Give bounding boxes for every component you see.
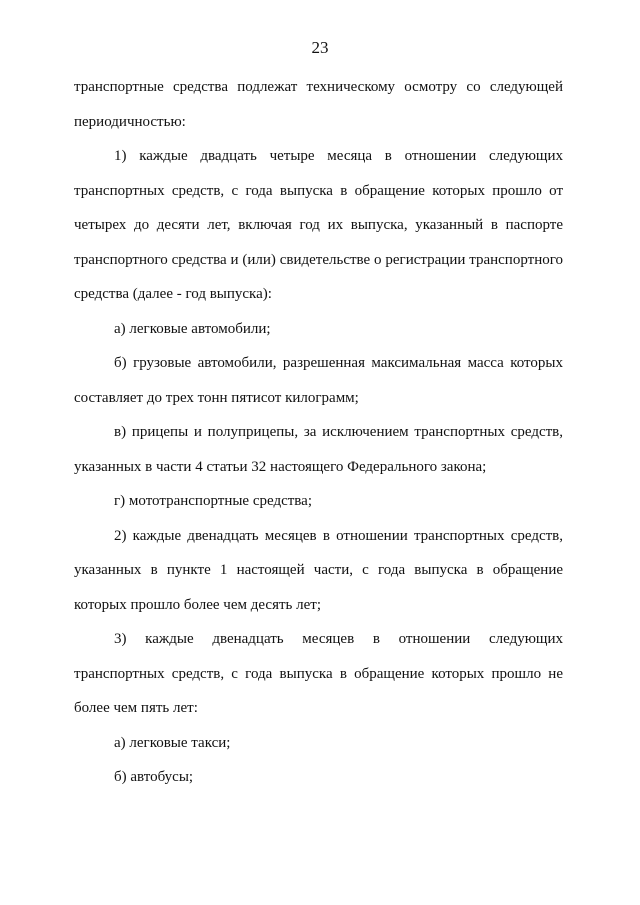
paragraph-item-3: 3) каждые двенадцать месяцев в отношении следующих транспортных средств, с года выпуска в обращение которых прошло не более чем пять лет: (74, 631, 563, 716)
paragraph-item-2: 2) каждые двенадцать месяцев в отношении транспортных средств, указанных в пункте 1 настоящей части, с года выпуска в обращение которых прошло более чем десять лет; (74, 527, 563, 613)
paragraph-subitem-b-buses: б) автобусы; (114, 769, 194, 785)
page-number: 23 (311, 38, 329, 57)
document-body (74, 70, 563, 795)
paragraph-subitem-a-taxi: а) легковые такси; (114, 734, 231, 751)
paragraph-subitem-v: в) прицепы и полуприцепы, за исключением транспортных средств, указанных в части 4 статьи 32 настоящего Федерального закона; (74, 424, 563, 475)
paragraph-subitem-b: б) грузовые автомобили, разрешенная максимальная масса которых составляет до трех тонн пятисот килограмм; (74, 355, 563, 406)
paragraph-subitem-g: г) мототранспортные средства; (114, 493, 313, 509)
paragraph-item-1: 1) каждые двадцать четыре месяца в отношении следующих транспортных средств, с года выпуска в обращение которых прошло от четырех до десяти лет, включая год их выпуска, указанный в паспорте транспортного средства и (или) свидетельстве о регистрации транспортного средства (далее - год выпуска): (74, 148, 563, 302)
paragraph-continuation: транспортные средства подлежат техническому осмотру со следующей периодичностью: (74, 79, 563, 130)
paragraph-subitem-a: а) легковые автомобили; (114, 320, 271, 337)
